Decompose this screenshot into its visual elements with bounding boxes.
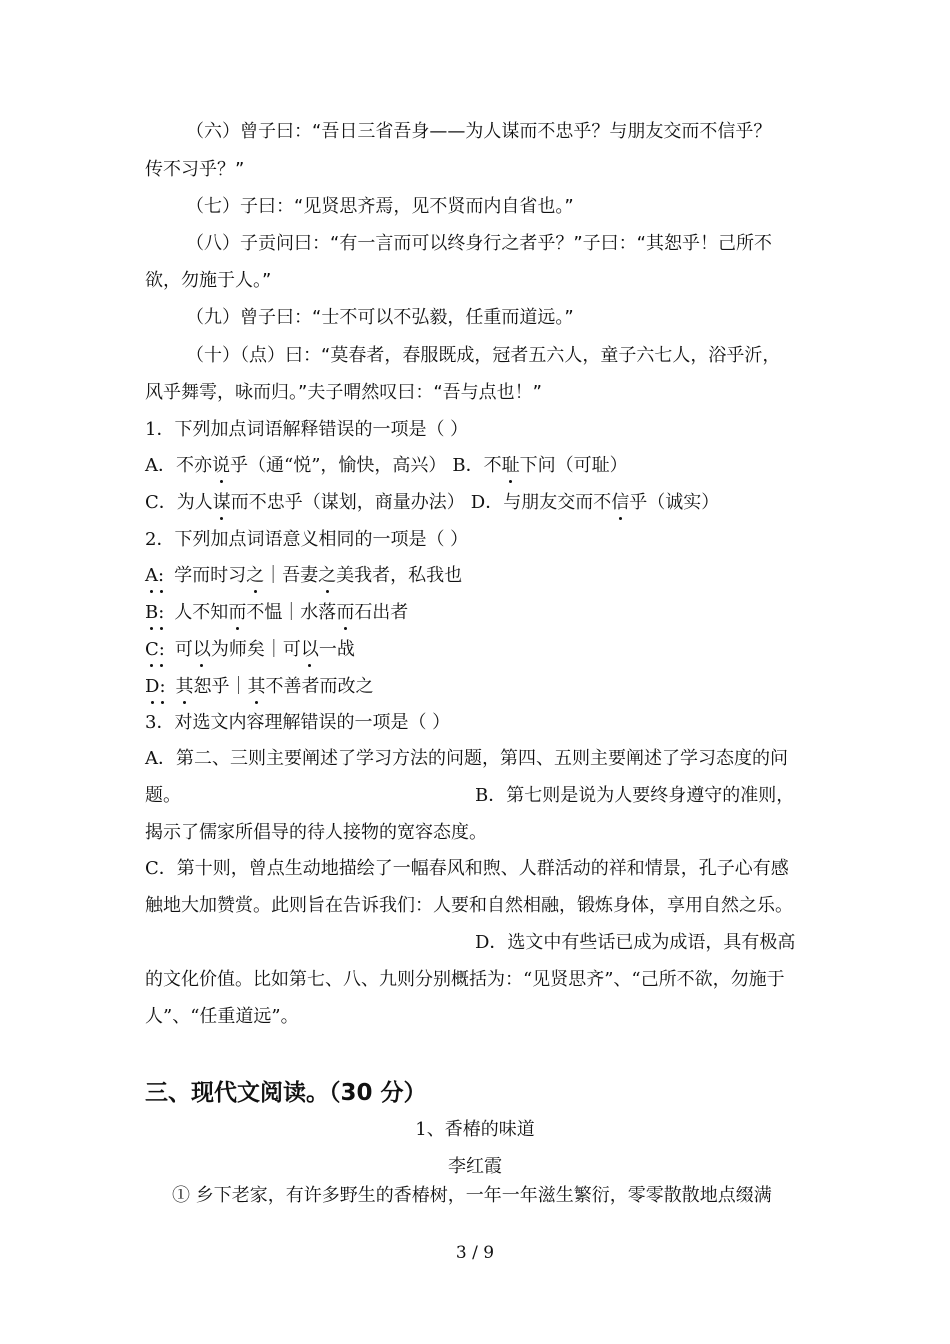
q3-option-b-cont: 揭示了儒家所倡导的待人接物的宽容态度。: [145, 822, 487, 843]
q1-option-b-text: B．不: [452, 455, 502, 476]
q3-option-a: A．第二、三则主要阐述了学习方法的问题，第四、五则主要阐述了学习态度的问: [145, 748, 788, 769]
q1-option-c-text: C．为人: [145, 492, 213, 513]
article-author: 李红霞: [448, 1156, 502, 1177]
classic-line-8-cont: 欲，勿施于人。”: [145, 270, 272, 291]
classic-line-6-cont: 传不习乎？”: [145, 159, 245, 180]
q2-option-text: ｜吾妻: [264, 565, 319, 586]
q2-dotted-word: 其: [247, 676, 266, 697]
article-title: 1、香椿的味道: [415, 1119, 535, 1140]
q2-option-text: 一战: [318, 639, 355, 660]
page-number: 3 / 9: [455, 1243, 495, 1263]
question-1-stem: 1．下列加点词语解释错误的一项是（ ）: [145, 419, 469, 440]
q2-dotted-word: 以: [300, 639, 319, 660]
q2-option-text: 不善者而改之: [265, 676, 374, 697]
question-1-options-cd: [145, 491, 719, 515]
q1-option-c-dotted-word: 谋: [212, 492, 231, 513]
q2-option-text: 可: [174, 639, 193, 660]
q2-option-sep: :: [158, 602, 165, 623]
q2-option-text: 为师矣｜可: [210, 639, 301, 660]
q3-option-a-cont: 题。: [145, 785, 181, 806]
section-heading: 三、现代文阅读。（30 分）: [145, 1080, 427, 1106]
q1-option-a-text: A．不亦: [145, 455, 212, 476]
q2-option-sep: :: [159, 676, 166, 697]
q1-option-b-note: 下问（可耻）: [519, 455, 628, 476]
question-3-stem: 3．对选文内容理解错误的一项是（ ）: [145, 712, 451, 733]
q1-option-d-dotted-word: 信: [611, 492, 630, 513]
q1-option-b-dotted-word: 耻: [501, 455, 520, 476]
q2-option-letter: C: [145, 639, 159, 660]
q3-option-d-cont: 的文化价值。比如第七、八、九则分别概括为：“见贤思齐”、“己所不欲，勿施于: [145, 969, 785, 990]
q2-option-d: [145, 675, 374, 699]
classic-line-7: （七）子曰：“见贤思齐焉，见不贤而内自省也。”: [186, 196, 574, 217]
q2-option-text: 人不知: [174, 602, 229, 623]
q1-option-a-note: 乎（通“悦”，愉快，高兴）: [230, 455, 447, 476]
q3-option-c: C．第十则，曾点生动地描绘了一幅春风和煦、人群活动的祥和情景，孔子心有感: [145, 858, 789, 879]
q3-option-b: B．第七则是说为人要终身遵守的准则，: [475, 785, 795, 806]
q3-option-d: D．选文中有些话已成为成语，具有极高: [475, 932, 796, 953]
q2-dotted-word: 之: [246, 565, 265, 586]
q2-dotted-word: 之: [318, 565, 337, 586]
classic-line-10-cont: 风乎舞雩，咏而归。”夫子喟然叹曰：“吾与点也！”: [145, 382, 542, 403]
q3-option-c-cont: 触地大加赞赏。此则旨在告诉我们：人要和自然相融，锻炼身体，享用自然之乐。: [145, 895, 793, 916]
q2-option-text: 恕乎｜: [193, 676, 248, 697]
classic-line-10: （十）（点）曰：“莫春者，春服既成，冠者五六人，童子六七人，浴乎沂，: [186, 345, 781, 366]
q1-option-d-text: D．与朋友交而不: [470, 492, 612, 513]
q2-option-sep: :: [158, 639, 165, 660]
q1-option-c-note: 而不忠乎（谋划，商量办法）: [230, 492, 465, 513]
q2-dotted-word: 其: [175, 676, 194, 697]
q2-dotted-word: 以: [192, 639, 211, 660]
q3-option-d-cont2: 人”、“任重道远”。: [145, 1006, 299, 1027]
classic-line-8: （八）子贡问曰：“有一言而可以终身行之者乎？”子曰：“其恕乎！己所不: [186, 233, 772, 254]
q2-option-sep: :: [158, 565, 165, 586]
classic-line-6: （六）曾子曰：“吾日三省吾身——为人谋而不忠乎？与朋友交而不信乎？: [186, 121, 772, 142]
q2-dotted-word: 而: [336, 602, 355, 623]
q2-option-letter: A: [145, 565, 158, 586]
q2-option-text: 石出者: [354, 602, 409, 623]
q2-option-text: 学而时习: [174, 565, 247, 586]
classic-line-9: （九）曾子曰：“士不可以不弘毅，任重而道远。”: [186, 307, 574, 328]
q2-dotted-word: 而: [228, 602, 247, 623]
q2-option-letter: D: [145, 676, 160, 697]
q2-option-a: [145, 564, 462, 588]
q1-option-d-note: 乎（诚实）: [629, 492, 720, 513]
article-paragraph-1: ① 乡下老家，有许多野生的香椿树，一年一年滋生繁衍，零零散散地点缀满: [172, 1185, 772, 1206]
q2-option-text: 不愠｜水落: [246, 602, 337, 623]
q2-option-letter: B: [145, 602, 159, 623]
q2-option-b: [145, 601, 408, 625]
q2-option-text: 美我者，私我也: [336, 565, 463, 586]
question-2-stem: 2．下列加点词语意义相同的一项是（ ）: [145, 529, 469, 550]
q2-option-c: [145, 638, 355, 662]
question-1-options-ab: [145, 454, 628, 478]
q1-option-a-dotted-word: 说: [212, 455, 230, 476]
